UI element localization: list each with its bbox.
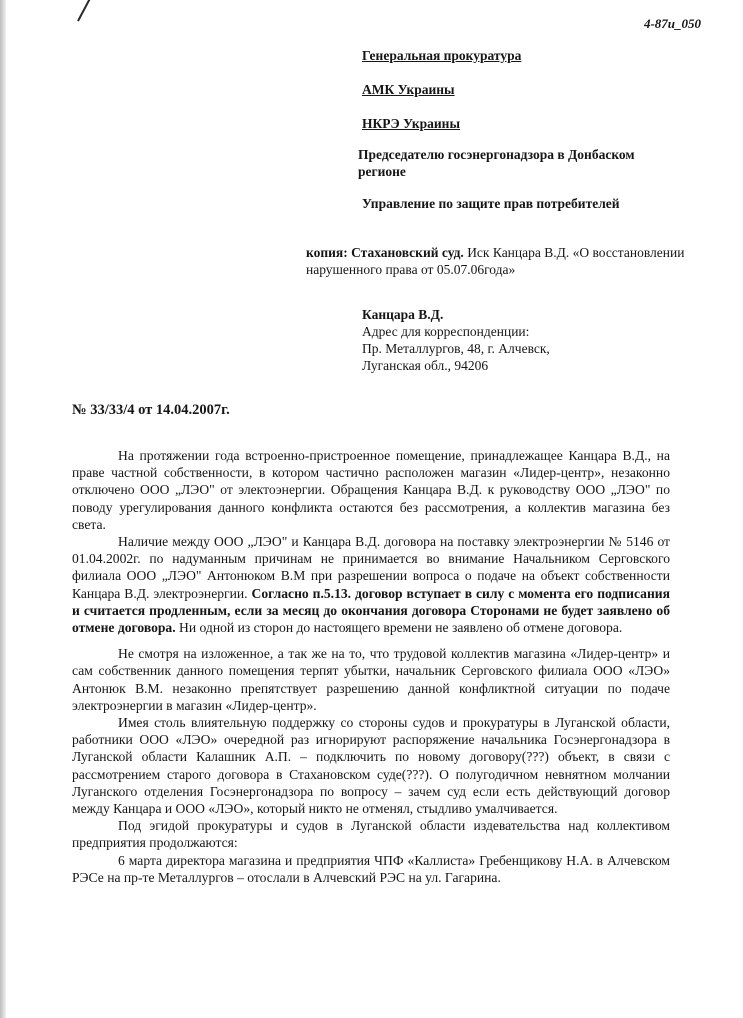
paragraph-2-bold-clause: Согласно п.5.13. договор вступает в силу с момента его подписания и считается продленным, если за месяц до окончания договора Сторонами не будет заявлено об отмене договора. — [72, 585, 670, 636]
scan-edge — [0, 0, 6, 1018]
sender-address-line1: Пр. Металлургов, 48, г. Алчевск, — [362, 341, 550, 356]
reference-number: № 33/33/4 от 14.04.2007г. — [72, 402, 230, 418]
document-code: 4-87и_050 — [643, 16, 701, 31]
paragraph-4: Имея столь влиятельную поддержку со стороны судов и прокуратуры в Луганской области, работники ООО «ЛЭО» очередной раз игнорируют распоряжение начальника Госэнергонадзора в Луганской области Калашник А.П. – подключить по новому договору(???) объект, в связи с рассмотрением старого договора в Стахановском суде(???). О полугодичном невнятном молчании Луганского отделения Госэнергонадзора по вопросу – зачем суд если есть действующий договор между Канцара и ООО «ЛЭО», который никто не отменял, стыдливо умалчивается. — [72, 715, 670, 817]
recipient-department: Управление по защите прав потребителей — [362, 196, 620, 211]
paragraph-2-end: Ни одной из сторон до настоящего времени не заявлено об отмене договора. — [179, 620, 623, 636]
paragraph-3: Не смотря на изложенное, а так же на то, что трудовой коллектив магазина «Лидер-центр» и сам собственник данного помещения терпят убытки, начальник Серговского филиала ООО «ЛЭО» Антонюк В.М. незаконно препятствует разрешению данной конфликтной ситуации по подаче электроэнергии в магазин «Лидер-центр». — [72, 646, 670, 713]
addressee-nkre: НКРЭ Украины — [362, 116, 461, 131]
sender-name: Канцара В.Д. — [362, 307, 444, 322]
paragraph-6: 6 марта директора магазина и предприятия ЧПФ «Каллиста» Гребенщикову Н.А. в Алчевском РЭСе на пр-те Металлургов – отослали в Алчевский РЭС на ул. Гагарина. — [72, 852, 670, 885]
paragraph-2 — [72, 533, 670, 636]
scan-mark — [77, 0, 93, 21]
paragraph-1: На протяжении года встроенно-пристроенное помещение, принадлежащее Канцара В.Д., на праве частной собственности, в котором частично расположен магазин «Лидер-центр», незаконно отключено ООО „ЛЭО" от электоэнергии. Обращения Канцара В.Д. к руководству ООО „ЛЭО" по поводу урегулирования данного конфликта остаются без рассмотрения, а коллектив магазина без света. — [72, 448, 670, 532]
sender-block — [362, 306, 682, 374]
addressee-amk: АМК Украины — [362, 82, 455, 97]
paragraph-5: Под эгидой прокуратуры и судов в Луганской области издевательства над коллективом предприятия продолжаются: — [72, 818, 670, 851]
copy-text: Иск Канцара В.Д. «О восстановлении нарушенного права от 05.07.06года» — [306, 245, 685, 277]
recipient-head: Председателю госэнергонадзора в Донбаском регионе — [358, 147, 635, 179]
copy-court: Стахановский суд. — [351, 245, 464, 260]
paragraph-2-start: Наличие между ООО „ЛЭО" и Канцара В.Д. договора на поставку электроэнергии № 5146 от 01.04.2002г. по надуманным причинам не принимается во внимание Начальником Серговского филиала ООО „ЛЭО" Антонюком В.М при разрешении вопроса о подаче на объект собственности Канцара В.Д. электроэнергии. — [72, 534, 670, 601]
letter-body — [72, 447, 670, 886]
addressee-prosecutor: Генеральная прокуратура — [362, 48, 522, 63]
copy-label: копия: — [306, 245, 348, 260]
sender-address-label: Адрес для корреспонденции: — [362, 324, 530, 339]
sender-address-line2: Луганская обл., 94206 — [362, 358, 489, 373]
copy-block — [306, 244, 686, 278]
